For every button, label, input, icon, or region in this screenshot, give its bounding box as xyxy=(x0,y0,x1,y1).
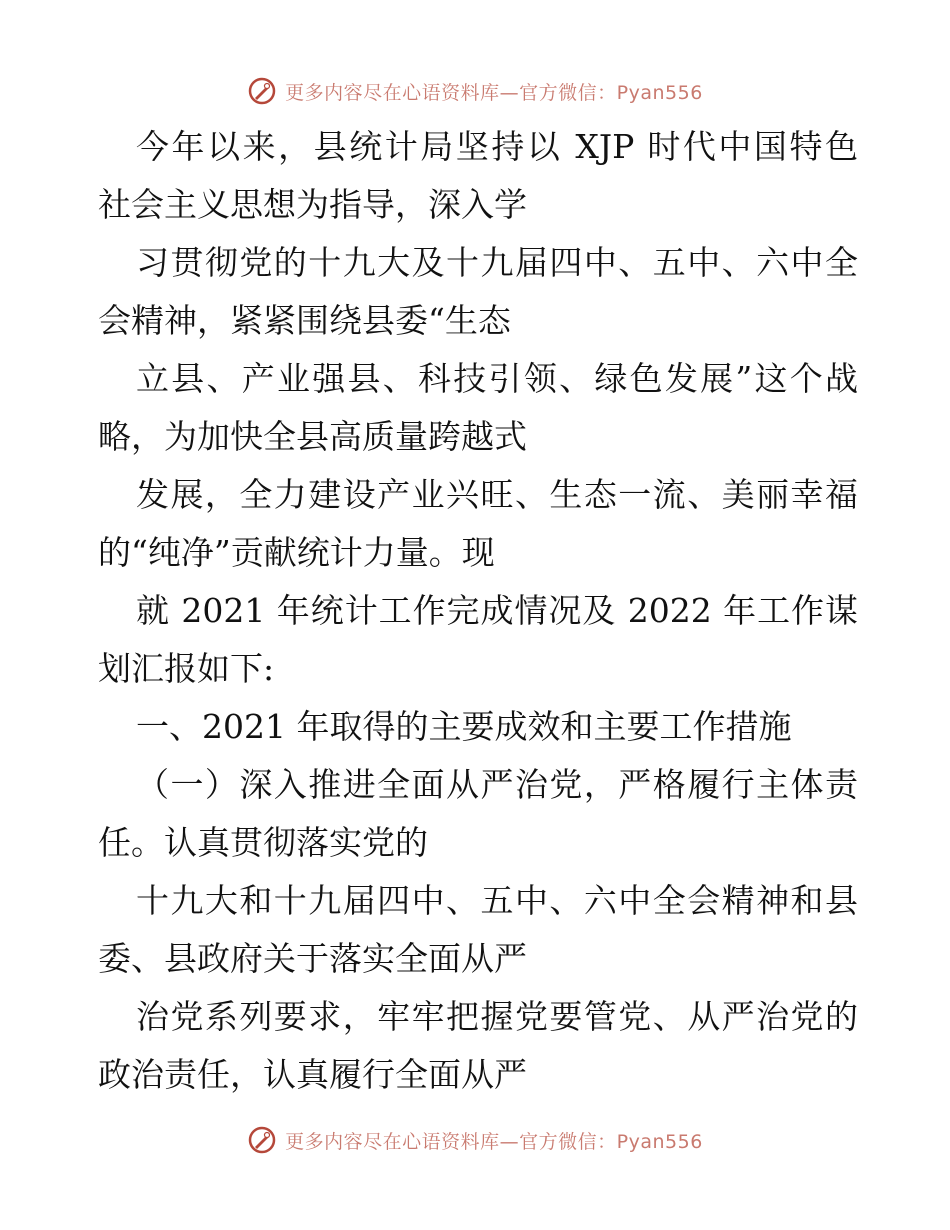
text-line: 划汇报如下: xyxy=(98,649,275,688)
text-line: 社会主义思想为指导，深入学 xyxy=(98,185,527,224)
quill-seal-icon xyxy=(247,1125,277,1155)
quill-seal-icon xyxy=(247,76,277,106)
text-line: 今年以来，县统计局坚持以 XJP 时代中国特色 xyxy=(136,127,858,166)
text-line: 政治责任，认真履行全面从严 xyxy=(98,1055,527,1094)
text-line: 任。认真贯彻落实党的 xyxy=(98,823,428,862)
section-heading: 一、2021 年取得的主要成效和主要工作措施 xyxy=(136,707,792,746)
watermark-text: 更多内容尽在心语资料库—官方微信：Pyan556 xyxy=(285,1130,703,1153)
text-line: 发展，全力建设产业兴旺、生态一流、美丽幸福 xyxy=(136,475,858,514)
text-line: 略，为加快全县高质量跨越式 xyxy=(98,417,527,456)
watermark-text: 更多内容尽在心语资料库—官方微信：Pyan556 xyxy=(285,81,703,104)
text-line: （一）深入推进全面从严治党，严格履行主体责 xyxy=(136,765,858,804)
text-line: 委、县政府关于落实全面从严 xyxy=(98,939,527,978)
text-line: 会精神，紧紧围绕县委“生态 xyxy=(98,301,511,340)
document-body xyxy=(98,118,858,1104)
text-line: 治党系列要求，牢牢把握党要管党、从严治党的 xyxy=(136,997,858,1036)
text-line: 习贯彻党的十九大及十九届四中、五中、六中全 xyxy=(136,243,858,282)
text-line: 就 2021 年统计工作完成情况及 2022 年工作谋 xyxy=(136,591,858,630)
header-watermark xyxy=(0,71,950,111)
text-line: 的“纯净”贡献统计力量。现 xyxy=(98,533,495,572)
text-line: 立县、产业强县、科技引领、绿色发展”这个战 xyxy=(136,359,858,398)
footer-watermark xyxy=(0,1120,950,1160)
text-line: 十九大和十九届四中、五中、六中全会精神和县 xyxy=(136,881,858,920)
